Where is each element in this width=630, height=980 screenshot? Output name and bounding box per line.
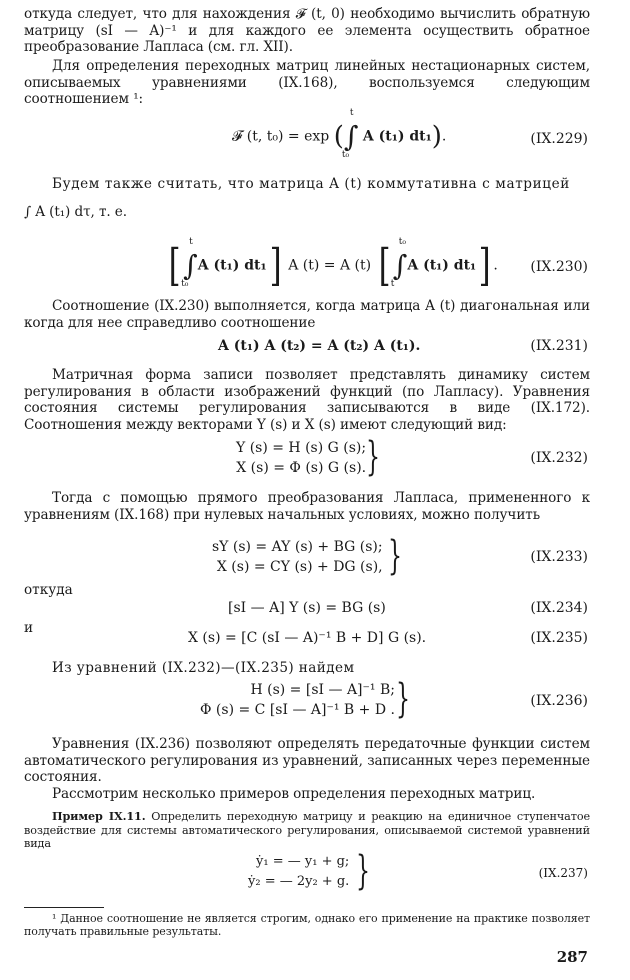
equation-number-ix237: (IX.237): [538, 866, 588, 880]
eq230-upper-limit-2: t₀: [398, 237, 406, 247]
eq229-integrand: A (t₁) dt₁: [362, 128, 432, 145]
right-brace-icon: }: [356, 848, 370, 894]
equation-number-ix229: (IX.229): [530, 131, 588, 147]
word-otkuda: откуда: [24, 582, 73, 598]
eq237-row-1: ẏ₁ = — y₁ + g;: [256, 854, 350, 869]
equation-number-ix235: (IX.235): [530, 630, 588, 646]
eq229-lower-limit: t₀: [341, 150, 350, 160]
eq230-lower-limit-1: t₀: [181, 279, 189, 289]
equation-number-ix232: (IX.232): [530, 450, 588, 466]
equation-ix235: X (s) = [C (sI — A)⁻¹ B + D] G (s).: [188, 630, 427, 646]
right-brace-icon: }: [388, 533, 402, 579]
eq230-integrand-1: A (t₁) dt₁: [197, 257, 267, 274]
eq230-middle: A (t) = A (t): [288, 257, 372, 274]
footnote: ¹ Данное соотношение не является строгим, однако его применение на практике позволяет получать правильные результаты.: [24, 912, 590, 939]
right-brace-icon: }: [366, 434, 380, 480]
paragraph-find: Из уравнений (IX.232)—(IX.235) найдем: [52, 660, 355, 676]
eq237-row-2: ẏ₂ = — 2y₂ + g.: [248, 874, 350, 889]
eq233-row-2: X (s) = CY (s) + DG (s),: [216, 559, 383, 575]
equation-number-ix233: (IX.233): [530, 549, 588, 565]
equation-number-ix234: (IX.234): [530, 600, 588, 616]
word-i: и: [24, 620, 34, 636]
eq230-lower-limit-2: t: [390, 279, 395, 289]
paragraph-commutative-cont: ∫ A (t₁) dτ, т. е.: [24, 204, 127, 220]
example-label: Пример IX.11.: [52, 809, 146, 823]
page-number: 287: [556, 948, 588, 966]
footnote-divider: [24, 907, 104, 908]
equation-number-ix231: (IX.231): [530, 338, 588, 354]
example-ix11: [24, 810, 590, 851]
paragraph-intro: откуда следует, что для нахождения 𝓕 (t, 0) необходимо вычислить обратную матрицу (sI — A)⁻¹ и для каждого ее элемента осуществить обратное преобразование Лапласа (см. гл. XII).: [24, 6, 590, 56]
paragraph-diagonal: Соотношение (IX.230) выполняется, когда матрица A (t) диагональная или когда для нее справедливо соотношение: [24, 298, 590, 331]
paragraph-commutative: Будем также считать, что матрица A (t) коммутативна с матрицей: [52, 176, 570, 192]
equation-ix237: [248, 852, 349, 892]
eq236-row-2: Φ (s) = C [sI — A]⁻¹ B + D .: [200, 702, 395, 718]
paragraph-transfer-functions: Уравнения (IX.236) позволяют определять передаточные функции систем автоматического регулирования из уравнений, записанных через переменные состояния.: [24, 736, 590, 786]
equation-ix230: [ t ∫ t₀ A (t₁) dt₁] A (t) = A (t) [ t₀ ∫ t A (t₁) dt₁] .: [168, 237, 498, 291]
equation-number-ix236: (IX.236): [530, 693, 588, 709]
paragraph-definition: Для определения переходных матриц линейных нестационарных систем, описываемых уравнениями (IX.168), воспользуемся следующим соотношением ¹:: [24, 58, 590, 108]
paragraph-examples: Рассмотрим несколько примеров определения переходных матриц.: [52, 786, 536, 802]
eq230-upper-limit-1: t: [189, 237, 193, 247]
eq236-row-1: H (s) = [sI — A]⁻¹ B;: [250, 682, 395, 698]
equation-ix236: [200, 680, 395, 720]
eq229-upper-limit: t: [349, 108, 354, 118]
integral-sign-icon: ∫: [343, 120, 359, 153]
equation-ix232: [236, 438, 366, 478]
paragraph-laplace: Тогда с помощью прямого преобразования Лапласа, примененного к уравнениям (IX.168) при нулевых начальных условиях, можно получить: [24, 490, 590, 523]
eq233-row-1: sY (s) = AY (s) + BG (s);: [212, 539, 383, 555]
equation-number-ix230: (IX.230): [530, 259, 588, 275]
equation-ix233: [212, 537, 383, 577]
eq230-integrand-2: A (t₁) dt₁: [407, 257, 477, 274]
eq232-row-1: Y (s) = H (s) G (s);: [236, 440, 367, 456]
equation-ix229: 𝓕 (t, t₀) = exp ( t ∫ t₀ A (t₁) dt₁).: [232, 108, 447, 160]
paragraph-matrix-form: Матричная форма записи позволяет представлять динамику систем регулирования в области изображений функций (по Лапласу). Уравнения состояния системы регулирования записываются в виде (IX.172). Соотношения между векторами Y (s) и X (s) имеют следующий вид:: [24, 367, 590, 433]
eq229-lhs: 𝓕 (t, t₀) = exp: [232, 128, 330, 145]
integral-sign-icon: ∫: [183, 249, 198, 282]
equation-ix234: [sI — A] Y (s) = BG (s): [228, 600, 386, 616]
example-text: Определить переходную матрицу и реакцию на единичное ступенчатое воздействие для системы автоматического регулирования, описываемой системой уравнений вида: [24, 810, 590, 851]
right-brace-icon: }: [396, 676, 410, 722]
integral-sign-icon: ∫: [392, 249, 408, 282]
eq232-row-2: X (s) = Φ (s) G (s).: [236, 460, 367, 476]
equation-ix231: A (t₁) A (t₂) = A (t₂) A (t₁).: [218, 338, 421, 354]
